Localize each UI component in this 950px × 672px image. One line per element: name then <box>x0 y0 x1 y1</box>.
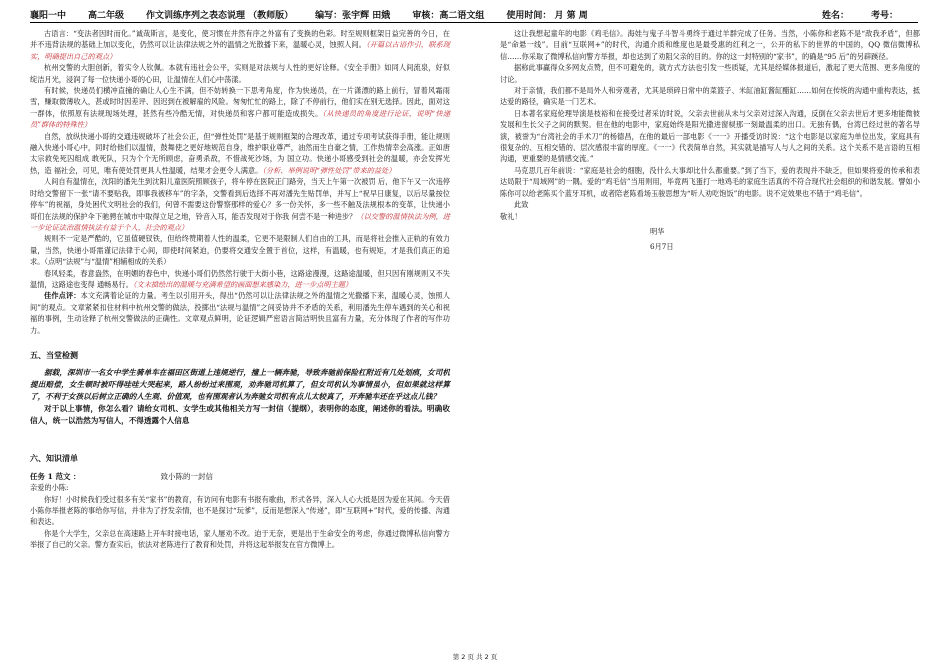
annotation-note: （分析、举例说明“弹性处罚”带来的益处） <box>262 165 396 175</box>
section-6-title: 六、知识清单 <box>30 454 78 464</box>
essay-paragraph: 古语言：“变法者因时而化。”诚哉斯言，是变化，使习惯在井然有序之外富有了变换的色彩。时至规则框架日益完善的今日，在并不违背法规的基础上加以变化，仍然可以让法律法规之外的温情之光散播下来，温暖心灵，蚀照人间。（开篇以古语作引，联系现实，明确提出自己的观点） <box>30 29 450 61</box>
task-title: 致小陈的一封信 <box>160 471 214 481</box>
header-reviewer: 审核：高二语文组 <box>412 10 485 21</box>
exercise-question: 对于以上事情，你怎么看？请给女司机、女学生或其他相关方写一封信（提纲），表明你的态度，阐述你的看法。明确收信人，统一以浩然为写信人，不得透露个人信息 <box>30 404 450 426</box>
task-label: 任务 1 范文 ： <box>30 471 81 481</box>
section-5-title: 五、当堂检测 <box>30 350 78 360</box>
left-column <box>30 28 450 551</box>
letter-paragraph: 马克思几百年前说：“家庭是社会的细胞，没什么大事却比什么都重要。”到了当下，爱的表现并不缺乏，但如果将爱的传承和表达局限于“局域网”的一隅。爱的“鸡毛信”当用则用，毕竟两飞蛋打一地鸡毛的家庭生活真的不符合现代社会组织的和谐发展。譬如小陈你可以给老陈买个蓝牙耳机，或者陪老陈看场玉骏思想为“听人劝吃饱饭”的电影。说不定效果也不错于“鸡毛信”。 <box>500 165 920 198</box>
essay-paragraph: 自然，放纵快递小哥的交通违规破坏了社会公正，但“弹性处罚”是基于规则框架的合理改革，通过专项考试获得手册，能让规则融入快递小哥心中，同时给他们以温情，鼓舞使之更好地规范自身，维护职业尊严，油然而生自豪之情，工作热情幸会高涨。正如唐太宗救免死囚组成 敢死队，只为个个无所顾虑，奋勇杀敌，不惜战死沙场，为 国立功。快递小哥感受到社会的温暖，亦会发挥光热，造 福社会，可见，唯有使处罚更具人性温暖，结果才会更令人满意。（分析、举例说明“弹性处罚”带来的益处） <box>30 131 450 175</box>
header-name: 姓名： <box>821 10 849 21</box>
essay-paragraph: 杭州交警的大胆创新，着实令人钦佩。本就有违社会公平，实则是对法规与人性的更好诠释。《安全手册》如同人间流泉，好似绽洁月光，浸润了每一位快递小哥的心田，让温情在人们心中荡漾。 <box>30 63 450 84</box>
essay-paragraph: 有时候，快递员们横冲直撞的确让人心生不满，但不妨转换一下思考角度，作为快递员，在一片潇漂的路上前行，冒着风霜雨雪，赚取微薄收入，甚或时时因差评、因迟到在被解雇的风险。匆匆忙忙的路上，除了不停前行，他们实在别无选择。因此，面对这一群体，依照原有法规现场处理，甚然有些冷酷无情，对快递员和客户都可能造成损失。（从快递员的角度进行论证，说明“快递员”群体的特殊性） <box>30 86 451 130</box>
letter-paragraph: 你好！小时候我们受过很多有关“家书”的教育，有访问有电影有书报有歌曲，形式各异，深入人心大抵是因为爱在其间。今天借小陈你举报老陈的事给你写信，并非为了抒发亲情，也不是探讨“玩爹”，反而是想深入“传递”，即“互联网+”时代，爱的传播、沟通和表达。 <box>30 494 450 527</box>
letter-regards: 敬礼！ <box>500 211 522 221</box>
letter-paragraph: 据称此事赢得众多网友点赞，但不可避免的，就方式方法也引发一些质疑，尤其是经媒体报道后，激起了更大范围、更多角度的讨论。 <box>500 63 920 84</box>
essay-comment: 佳作点评：本文充满着论证的力量。考生以引用开头，得出“仍然可以让法律法规之外的温情之光撒播下来，温暖心灵，蚀照人间”的观点。文章紧紧扣住材料中杭州交警的做法，投掷出“法规与温情”之间妥协并不矛盾的关系，利用潘先生停车遇到的关心和祝福的事例，生动诠释了杭州交警做法的正确性。文章观点鲜明，论证逻辑严密语言简洁明快且富有力量，充分体现了作者的写作功力。 <box>30 291 450 335</box>
signature-date: 6月7日 <box>650 242 674 252</box>
exercise-text: 据载，深圳市一名女中学生骑单车在福田区街道上违规逆行，撞上一辆奔驰，导致奔驰前保险杠附近有几处划痕，女司机提出赔偿，女生顿时被吓得哇哇大哭起来，路人纷纷过来围观，劝奔驰司机算了，但女司机认为事情虽小，但如果就这样算了，不利于女孩以后树立正确的人生观、价值观，也有围观者认为奔驰女司机有点儿太较真了，开奔驰车还在乎这点儿钱？ <box>30 368 450 402</box>
header-exam-no: 考号： <box>870 10 898 21</box>
header-school: 襄阳一中 <box>30 10 67 21</box>
letter-paragraph: 你是个大学生，父亲总在高速路上开车时接电话，家人屡劝不改。迫于无奈，更是出于生命安全的考虑，你通过微博私信向警方举报了自己的父亲。警方查实后，依法对老陈进行了教育和处罚，并将这起举报发在官方微博上。 <box>30 528 450 550</box>
annotation-note: （以交警的温情执法为例，进一步论证法治温情执法有益于个人，社会的观点） <box>30 211 450 232</box>
page-header <box>30 6 918 23</box>
header-title: 作文训练序列之表态说理 （教师版） <box>146 10 294 21</box>
essay-paragraph: 规则不一定是严酷的，它虽值硬钗铁，但给终赞期着人性的温柔，它更不是限制人们自由的工具，而是将社会推入正轨的有效力量，当然，快递小哥需谨记法律于心间，即使时间紧迫，仍要将交通安全置于首位，这样，有温暖，也有规矩，才是我们真正的追求。（点明“法规”与“温情”相辅相成的关系） <box>30 234 450 267</box>
annotation-note: （文末描绘出的温暖与充满希望的画面想来感染力，进一步点明主题） <box>132 279 353 289</box>
comment-label: 佳作点评： <box>44 291 81 301</box>
letter-paragraph: 日本著名家庭伦理导演是枝裕和在接受过者采访时说，父亲去世前从未与父亲对过深入沟通，反倒在父亲去世后才更多地能微彼发展和生长父子之间的默契。但在他的电影中，家庭始终是阳光撒进窗棂那一刻最温柔的出口。无独有偶，台湾已经过世的著名导演，被誉为“台湾社会的手术刀”的杨德昌，在他的最后一部电影《一一》开播受访时说：“这个电影是以家庭为单位出发，家庭具有很复杂的、互相交错的、层次感很丰富的厚度。《一一》代表简单自然，其实就是描写人与人之间的关系。这个关系不是言语的互相沟通，更重要的是情感交流。” <box>500 108 920 164</box>
letter-paragraph: 这让我想起童年的电影《鸡毛信》。海娃与鬼子斗智斗勇终于通过羊群完成了任务。当然，小陈你和老陈不是“敌我矛盾”，但都是“命悬一线”。目前“互联网+”的时代，沟通介质和维度也是最受惠的红利之一，公开的私下的世界的中国的，QQ 微信微博私信……你采取了微博私信向警方举报，却也达到了劝阻父亲的目的。你的这一封特别的“家书”，的确是“95 后”的另辟蹊径。 <box>500 29 920 61</box>
header-author: 编写：张宇辉 田娥 <box>315 10 391 21</box>
signature-name: 明华 <box>650 226 665 236</box>
essay-paragraph: 春风轻柔，春意盎然，在明媚的春色中，快递小哥们仍然然行驶于大街小巷，这路途漫漫，这路途温暖，但只因有刚规则又不失温情，这路途也变得 通畅易行。（文末描绘出的温暖与充满希望的画面想来感染力，进一步点明主题） <box>30 268 450 289</box>
annotation-note: （从快递员的角度进行论证，说明“快递员”群体的特殊性） <box>30 108 451 130</box>
letter-salutation: 亲爱的小陈: <box>30 483 69 493</box>
letter-closing: 此致 <box>514 200 529 210</box>
letter-paragraph: 对于亲情，我们都不是局外人和旁观者，尤其是琐碎日常中的菜篮子、米缸油缸酱缸醋缸……如何在传统的沟通中重构表达，抵达爱的路径，确实是一门艺术。 <box>500 86 920 107</box>
annotation-note: （开篇以古语作引，联系现实，明确提出自己的观点） <box>30 40 450 61</box>
essay-paragraph: 人间自有温情在，沈阳的潘先生到沈阳儿童医院照顾孩子，将车停在医院正门路旁，当天上午第一次被罚 后，他下午又一次违停时给交警留下一张“请不要贴我，即事我被移车”的字条，交警看到后选择不再对潘先生贴罚单，并写上“祝早日康复，以后尽量按位停车”的祝福，身处困代文明社会的我们，何曾不需要这份警察那样的爱心？多一份关怀，多一些不触及法规根本的变革，让快递小哥们在法规的保护伞下驰骋在城市中取得立足之地，铃音入耳，能否发现对于你我 何尝不是一种进步？（以交警的温情执法为例，进一步论证法治温情执法有益于个人，社会的观点） <box>30 177 450 232</box>
page-footer: 第 2 页 共 2 页 <box>452 653 498 661</box>
header-grade: 高二年级 <box>88 10 125 21</box>
letter-signature <box>500 226 920 253</box>
header-time: 使用时间： 月 第 周 <box>506 10 588 21</box>
right-column <box>500 28 920 253</box>
task-row <box>30 471 450 482</box>
